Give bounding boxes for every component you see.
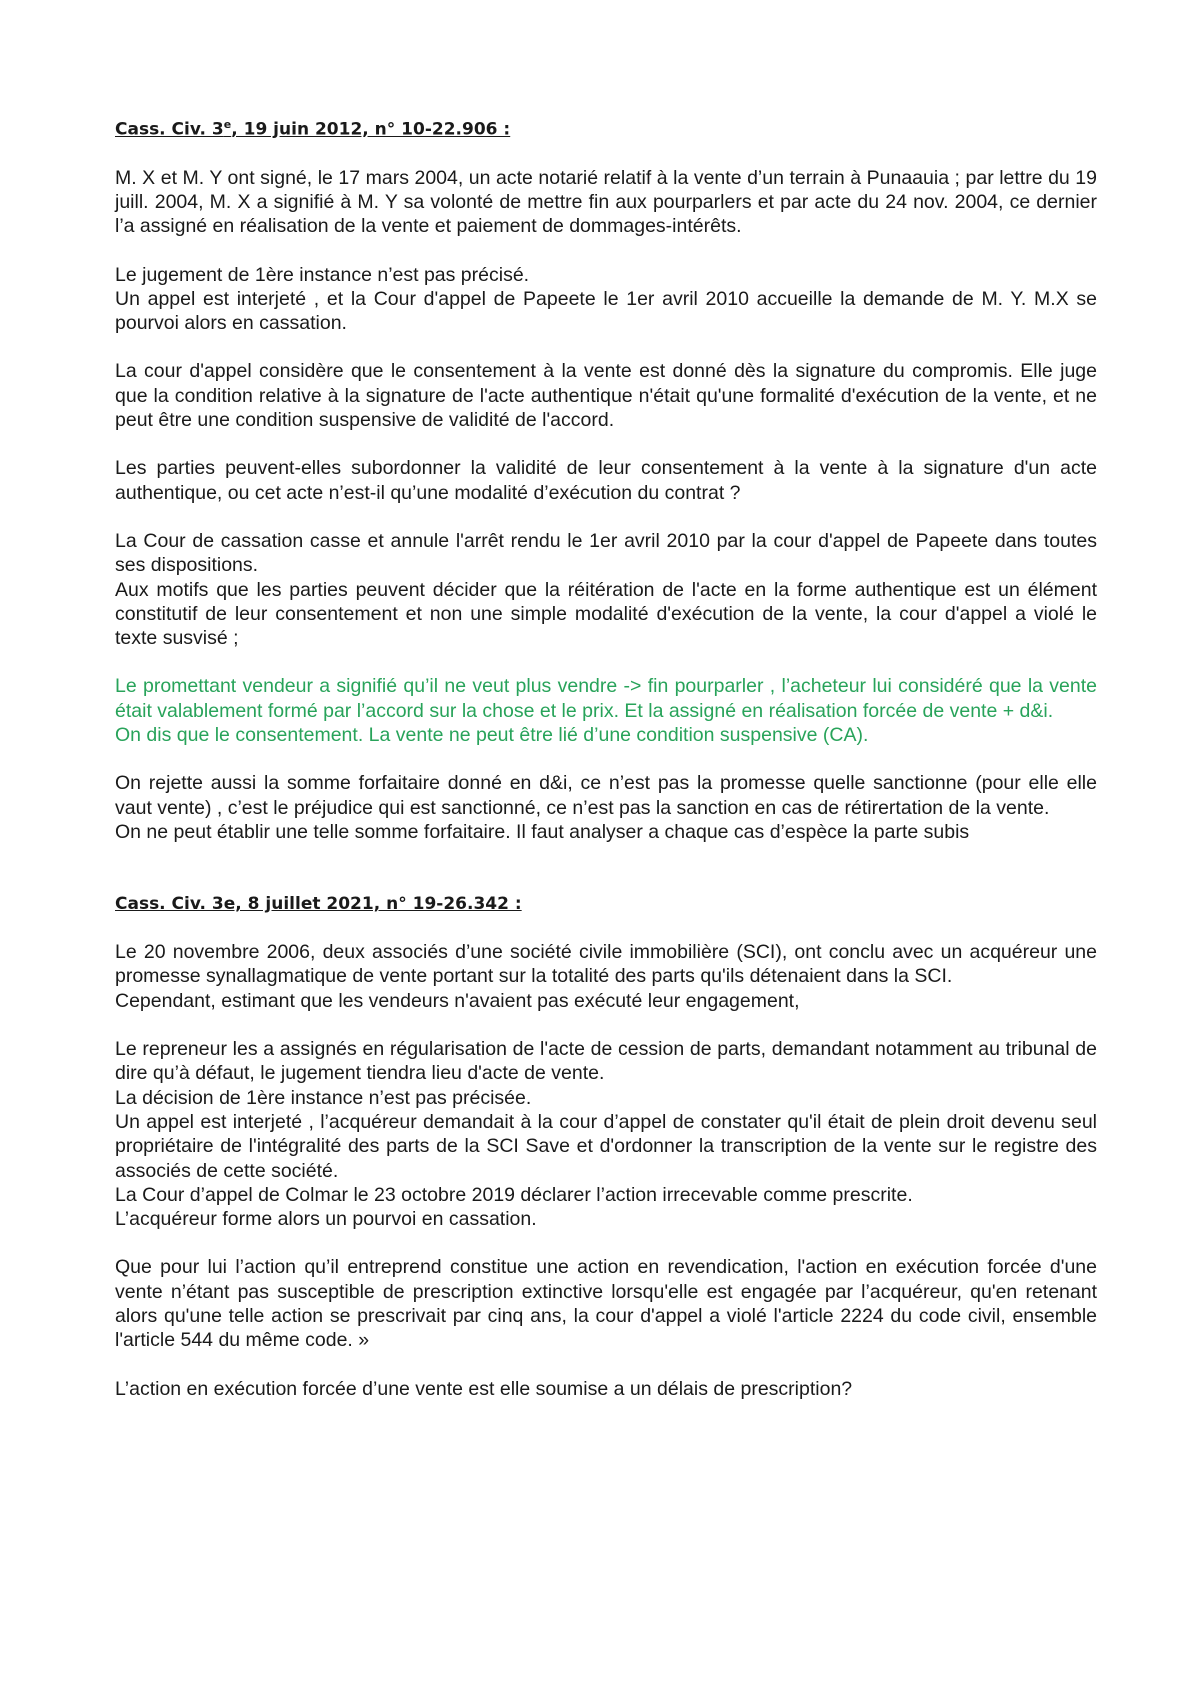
case1-green-note-2: On dis que le consentement. La vente ne peut être lié d’une condition suspensive (CA).	[115, 724, 869, 746]
case1-legal-question: Les parties peuvent-elles subordonner la validité de leur consentement à la vente à la signature d'un acte authentique, ou cet acte n’est-il qu’une modalité d’exécution du contrat ?	[115, 457, 1097, 504]
case2-procedure-colmar: La Cour d’appel de Colmar le 23 octobre 2019 déclarer l’action irrecevable comme prescrite.	[115, 1183, 913, 1206]
case1-heading-text: Cass. Civ. 3	[115, 119, 224, 140]
case1-note-forfait-2: On ne peut établir une telle somme forfaitaire. Il faut analyser a chaque cas d’espèce la parte subis	[115, 820, 970, 843]
document-page	[115, 113, 1097, 1401]
case2-facts-2: Cependant, estimant que les vendeurs n'avaient pas exécuté leur engagement,	[115, 989, 800, 1012]
case1-heading-rest: , 19 juin 2012, n° 10-22.906 :	[231, 119, 511, 140]
case2-procedure-claim: Le repreneur les a assignés en régularisation de l'acte de cession de parts, demandant notamment au tribunal de dire qu’à défaut, le jugement tiendra lieu d'acte de vente.	[115, 1038, 1097, 1085]
case2-moyen: Que pour lui l’action qu’il entreprend constitue une action en revendication, l'action en exécution forcée d'une vente n’étant pas susceptible de prescription extinctive lorsqu'elle est engagée par l’acquéreur, qu'en retenant alors qu'une telle action se prescrivait par cinq ans, la cour d'appel a violé l'article 2224 du code civil, ensemble l'article 544 du même code. »	[115, 1256, 1097, 1352]
case1-solution: La Cour de cassation casse et annule l'arrêt rendu le 1er avril 2010 par la cour d'appel de Papeete dans toutes ses dispositions.	[115, 529, 1097, 577]
case1-heading-sup: e	[223, 118, 232, 131]
case1-heading	[115, 113, 1097, 142]
case1-court-of-appeal-position: La cour d'appel considère que le consentement à la vente est donné dès la signature du compromis. Elle juge que la condition relative à la signature de l'acte authentique n'était qu'une formalité d'exécution de la vente, et ne peut être une condition suspensive de validité de l'accord.	[115, 360, 1097, 432]
case2-procedure-pourvoi: L’acquéreur forme alors un pourvoi en cassation.	[115, 1208, 537, 1231]
case2-legal-question: L’action en exécution forcée d’une vente est elle soumise a un délais de prescription?	[115, 1377, 853, 1400]
case1-green-note: Le promettant vendeur a signifié qu’il ne veut plus vendre -> fin pourparler , l’acheteur lui considéré que la vente était valablement formé par l’accord sur la chose et le prix. Et la assigné en réalisation forcée de vente + d&i.	[115, 675, 1097, 722]
case1-procedure-appeal: Un appel est interjeté , et la Cour d'appel de Papeete le 1er avril 2010 accueille la demande de M. Y. M.X se pourvoi alors en cassation.	[115, 287, 1097, 335]
case1-note-forfait: On rejette aussi la somme forfaitaire donné en d&i, ce n’est pas la promesse quelle sanctionne (pour elle elle vaut vente) , c’est le préjudice qui est sanctionné, ce n’est pas la sanction en cas de rétirertation de la vente.	[115, 772, 1097, 819]
case2-procedure-first-instance: La décision de 1ère instance n’est pas précisée.	[115, 1086, 532, 1109]
case2-heading: Cass. Civ. 3e, 8 juillet 2021, n° 19-26.342 :	[115, 894, 522, 915]
case1-facts: M. X et M. Y ont signé, le 17 mars 2004, un acte notarié relatif à la vente d’un terrain à Punaauia ; par lettre du 19 juill. 2004, M. X a signifié à M. Y sa volonté de mettre fin aux pourparlers et par acte du 24 nov. 2004, ce dernier l’a assigné en réalisation de la vente et paiement de dommages-intérêts.	[115, 166, 1097, 238]
case2-facts: Le 20 novembre 2006, deux associés d’une société civile immobilière (SCI), ont conclu avec un acquéreur une promesse synallagmatique de vente portant sur la totalité des parts qu'ils détenaient dans la SCI.	[115, 941, 1097, 988]
case1-solution-reasons: Aux motifs que les parties peuvent décider que la réitération de l'acte en la forme authentique est un élément constitutif de leur consentement et non une simple modalité d'exécution de la vente, la cour d'appel a violé le texte susvisé ;	[115, 578, 1097, 650]
case2-procedure-appeal: Un appel est interjeté , l’acquéreur demandait à la cour d’appel de constater qu'il était de plein droit devenu seul propriétaire de l'intégralité des parts de la SCI Save et d'ordonner la transcription de la vente sur le registre des associés de cette société.	[115, 1110, 1097, 1182]
case1-procedure-first-instance: Le jugement de 1ère instance n’est pas précisé.	[115, 263, 530, 286]
